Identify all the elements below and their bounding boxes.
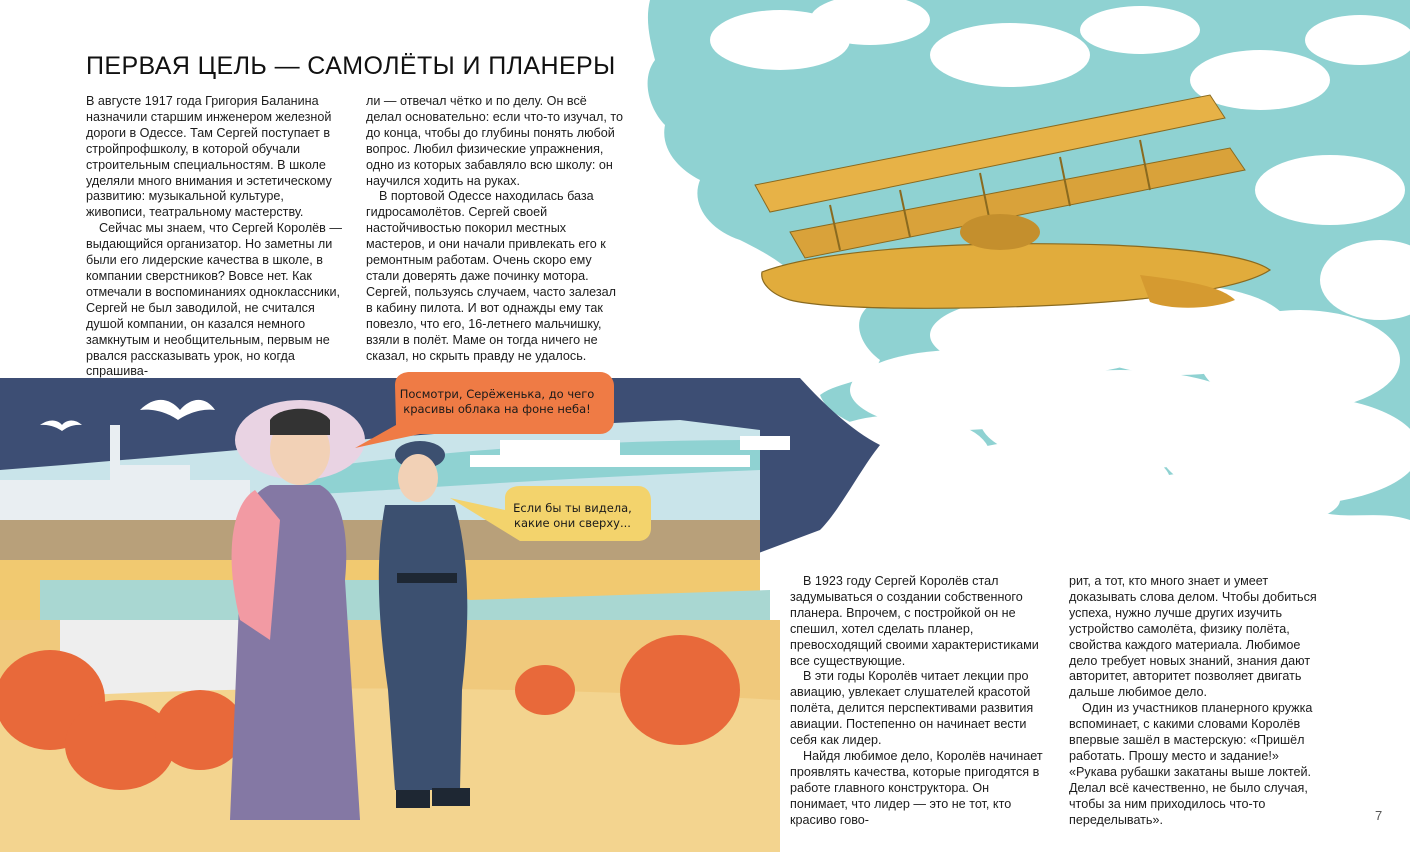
paragraph: В портовой Одессе находилась база гидросамолётов. Сергей своей настойчивостью покорил местных мастеров, и они начали привлекать его к ремонтным работам. Очень скоро ему стали доверять даже починку мотора. Сергей, пользуясь случаем, часто залезал в кабину пилота. И вот однажды ему так повезло, что его, 16-летнего мальчишку, взяли в полёт. Маме он тогда ничего не сказал, но скрыть правду не удалось. <box>366 189 617 363</box>
text-column-1 <box>86 94 342 380</box>
paragraph: Сейчас мы знаем, что Сергей Королёв — выдающийся организатор. Но заметны ли были его лидерские качества в школе, в компании сверстников? Вовсе нет. Как отмечали в воспоминаниях одноклассники, Сергей не был заводилой, не считался душой компании, он казался немного замкнутым и необщительным, первым не рвался рассказывать урок, но когда спрашива- <box>86 221 342 379</box>
paragraph: рит, а тот, кто много знает и умеет доказывать слова делом. Чтобы добиться успеха, нужно лучше других изучить устройство самолёта, физику полёта, свойства каждого материала. Любимое дело требует новых знаний, знания дают авторитет, авторитет позволяет двигать дальше любимое дело. <box>1069 574 1317 700</box>
text-column-3 <box>790 574 1044 829</box>
speech-bubble-boy: Если бы ты видела, какие они сверху... <box>513 501 632 530</box>
paragraph: В эти годы Королёв читает лекции про авиацию, увлекает слушателей красотой полёта, делится перспективами развития авиации. Постепенно он начинает вести себя как лидер. <box>790 669 1034 748</box>
page-number: 7 <box>1375 808 1383 823</box>
paragraph: В августе 1917 года Григория Баланина назначили старшим инженером железной дороги в Одессе. Там Сергей поступает в стройпрофшколу, в которой обучали строительным специальностям. В школе уделяли много внимания и эстетическому развитию: музыкальной культуре, живописи, театральному мастерству. <box>86 94 332 220</box>
speech-bubble-mother: Посмотри, Серёженька, до чего красивы облака на фоне неба! <box>399 387 595 416</box>
mother-figure <box>230 400 365 820</box>
paragraph: Один из участников планерного кружка вспоминает, с какими словами Королёв впервые зашёл в мастерскую: «Пришёл работать. Прошу место и задание!» «Рукава рубашки закатаны выше локтей. Делал всё качественно, не было случая, чтобы за ним приходилось что-то переделывать». <box>1069 701 1313 827</box>
text-column-4 <box>1069 574 1323 829</box>
paragraph: ли — отвечал чётко и по делу. Он всё делал основательно: если что-то изучал, то до конца, чтобы до глубины понять любой вопрос. Любил физические упражнения, одно из которых забавляло всю школу: он научился ходить на руках. <box>366 94 623 188</box>
text-column-2 <box>366 94 624 364</box>
paragraph: Найдя любимое дело, Королёв начинает проявлять качества, которые пригодятся в работе главного конструктора. Он понимает, что лидер — это не тот, кто красиво гово- <box>790 748 1043 827</box>
paragraph: В 1923 году Сергей Королёв стал задумываться о создании собственного планера. Впрочем, с постройкой он не спешил, хотел сделать планер, превосходящий своими характеристиками все существующие. <box>790 574 1039 668</box>
page-title: ПЕРВАЯ ЦЕЛЬ — САМОЛЁТЫ И ПЛАНЕРЫ <box>86 52 616 80</box>
